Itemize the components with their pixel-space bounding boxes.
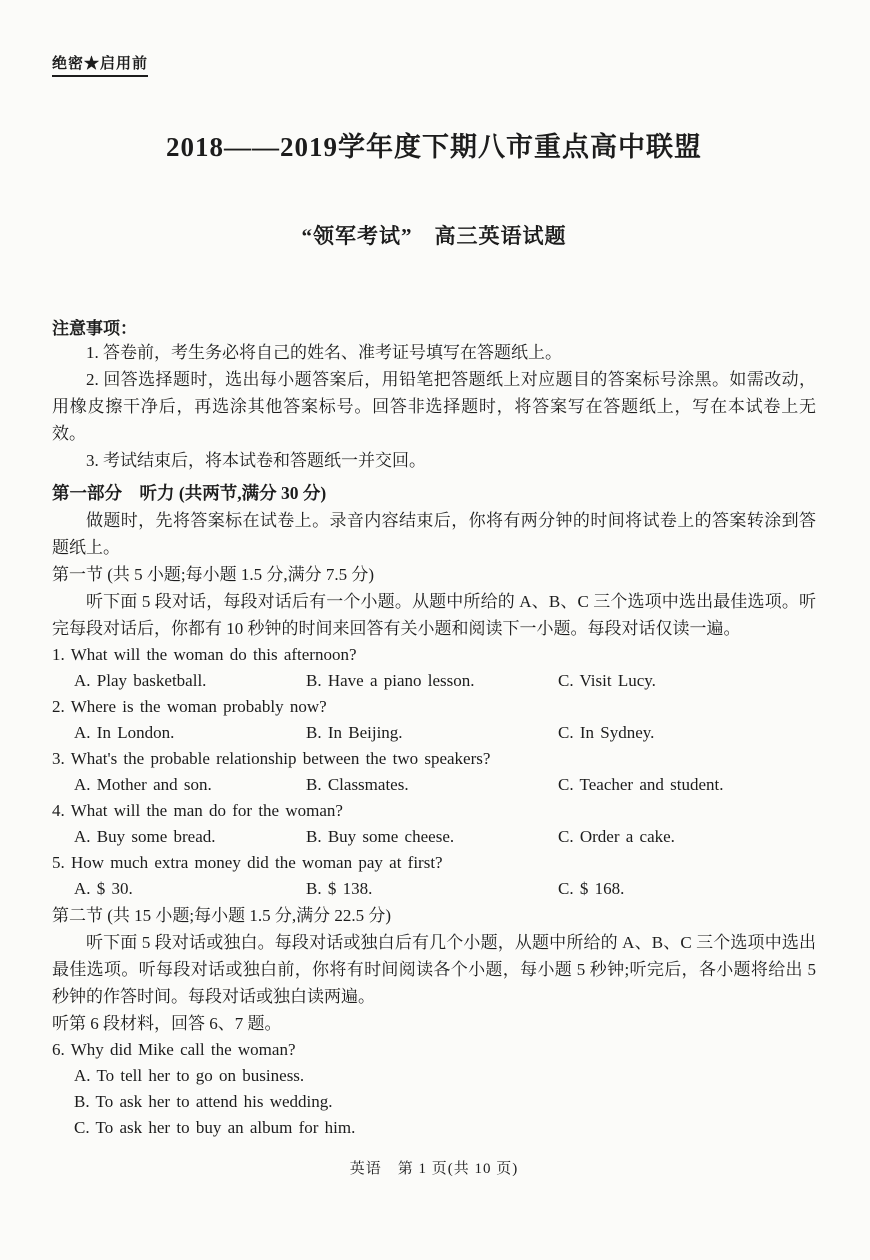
option-c: C. Teacher and student. [558, 775, 724, 794]
question-text: 2. Where is the woman probably now? [52, 697, 327, 716]
page-footer: 英语 第 1 页(共 10 页) [349, 1161, 519, 1177]
question-text: 1. What will the woman do this afternoon? [52, 645, 357, 664]
option-a: A. In London. [74, 723, 175, 742]
material-note: 听第 6 段材料，回答 6、7 题。 [52, 1014, 282, 1033]
section2-heading: 第二节 (共 15 小题;每小题 1.5 分,满分 22.5 分) [52, 906, 392, 925]
option-a: A. $ 30. [74, 879, 133, 898]
option-c: C. Visit Lucy. [558, 671, 656, 690]
question-4 [52, 798, 816, 850]
question-1 [52, 642, 816, 694]
notice-heading: 注意事项： [52, 319, 137, 338]
question-text: 5. How much extra money did the woman pay at first? [52, 853, 443, 872]
section2-instructions: 听下面 5 段对话或独白。每段对话或独白后有几个小题，从题中所给的 A、B、C 三个选项中选出最佳选项。听每段对话或独白前，你将有时间阅读各个小题，每小题 5 秒钟;听完后，各小题将给出 5 秒钟的作答时间。每段对话或独白读两遍。 [52, 933, 816, 1006]
notice-item-1: 1. 答卷前，考生务必将自己的姓名、准考证号填写在答题纸上。 [86, 343, 562, 362]
question-text: 3. What's the probable relationship between the two speakers? [52, 749, 491, 768]
option-c: C. To ask her to buy an album for him. [74, 1118, 356, 1137]
option-b: B. To ask her to attend his wedding. [74, 1092, 333, 1111]
question-3 [52, 746, 816, 798]
option-b: B. Classmates. [306, 775, 409, 794]
notice-item-2: 2. 回答选择题时，选出每小题答案后，用铅笔把答题纸上对应题目的答案标号涂黑。如需改动，用橡皮擦干净后，再选涂其他答案标号。回答非选择题时，将答案写在答题纸上，写在本试卷上无效。 [52, 370, 816, 443]
notice-item-3: 3. 考试结束后，将本试卷和答题纸一并交回。 [86, 451, 426, 470]
option-b: B. Buy some cheese. [306, 827, 455, 846]
option-a: A. Buy some bread. [74, 827, 216, 846]
option-b: B. Have a piano lesson. [306, 671, 475, 690]
option-b: B. In Beijing. [306, 723, 403, 742]
option-c: C. $ 168. [558, 879, 625, 898]
option-c: C. Order a cake. [558, 827, 675, 846]
exam-subtitle: “领军考试” 高三英语试题 [301, 224, 567, 248]
exam-title: 2018——2019学年度下期八市重点高中联盟 [166, 132, 702, 162]
option-c: C. In Sydney. [558, 723, 655, 742]
question-5 [52, 850, 816, 902]
part1-intro: 做题时，先将答案标在试卷上。录音内容结束后，你将有两分钟的时间将试卷上的答案转涂到答题纸上。 [52, 511, 816, 557]
options-row [52, 876, 816, 902]
section1-instructions: 听下面 5 段对话，每段对话后有一个小题。从题中所给的 A、B、C 三个选项中选出最佳选项。听完每段对话后，你都有 10 秒钟的时间来回答有关小题和阅读下一小题。每段对话仅读一遍。 [52, 592, 816, 638]
classification-label: 绝密★启用前 [52, 52, 148, 77]
question-text: 6. Why did Mike call the woman? [52, 1040, 296, 1059]
option-a: A. Mother and son. [74, 775, 212, 794]
part1-heading: 第一部分 听力 (共两节,满分 30 分) [52, 483, 327, 503]
option-b: B. $ 138. [306, 879, 373, 898]
options-row [52, 668, 816, 694]
options-row [52, 720, 816, 746]
option-a: A. To tell her to go on business. [74, 1066, 305, 1085]
question-2 [52, 694, 816, 746]
question-text: 4. What will the man do for the woman? [52, 801, 343, 820]
options-row [52, 772, 816, 798]
question-6 [52, 1037, 816, 1141]
option-a: A. Play basketball. [74, 671, 207, 690]
section1-heading: 第一节 (共 5 小题;每小题 1.5 分,满分 7.5 分) [52, 565, 375, 584]
options-row [52, 824, 816, 850]
